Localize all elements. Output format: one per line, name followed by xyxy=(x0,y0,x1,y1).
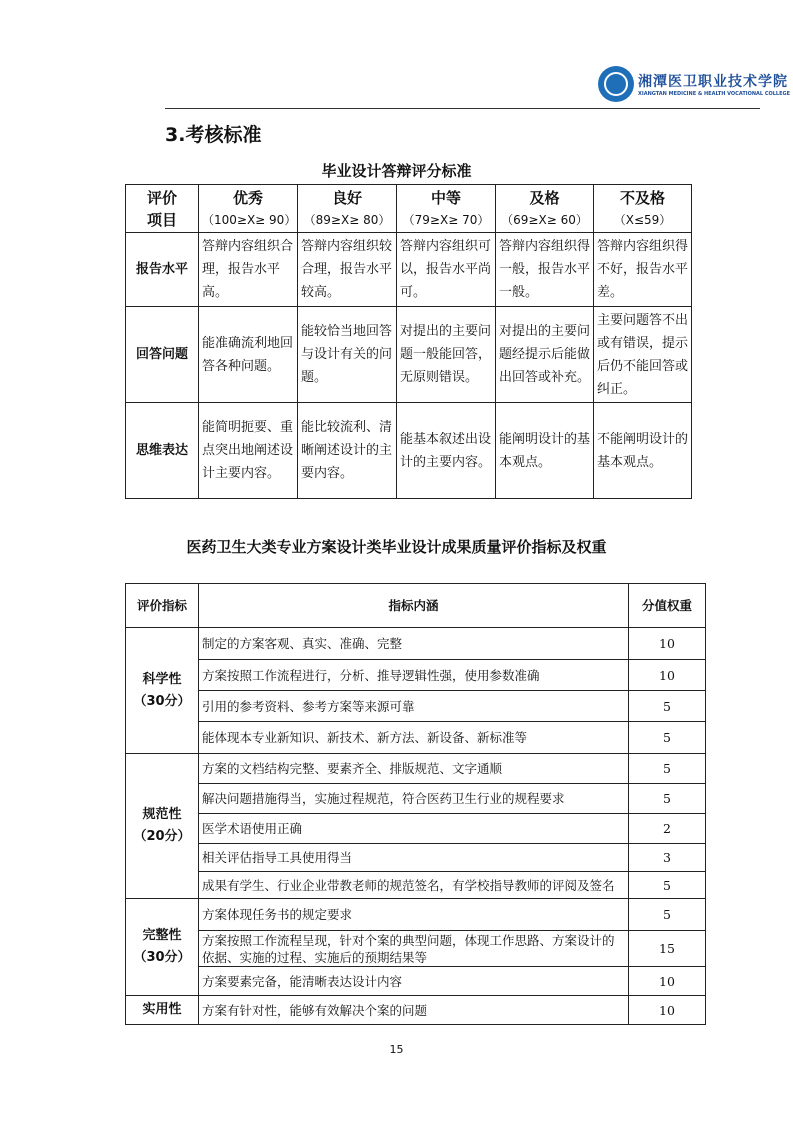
indicator-text: 医学术语使用正确 xyxy=(199,814,629,844)
criteria-cell: 答辩内容组织得一般，报告水平一般。 xyxy=(496,233,594,307)
grade-header xyxy=(594,185,692,233)
table-row xyxy=(126,844,706,872)
indicator-text: 引用的参考资料、参考方案等来源可靠 xyxy=(199,691,629,722)
quality-evaluation-table xyxy=(125,583,706,1025)
table-row xyxy=(126,872,706,899)
category-cell xyxy=(126,628,199,754)
defense-grading-table xyxy=(125,184,692,499)
table-row xyxy=(126,722,706,754)
grade-range: （79≥X≥ 70） xyxy=(402,212,490,227)
grade-header xyxy=(397,185,496,233)
criteria-cell: 能比较流利、清晰阐述设计的主要内容。 xyxy=(298,403,397,499)
criteria-cell: 答辩内容组织可以，报告水平尚可。 xyxy=(397,233,496,307)
indicator-score: 10 xyxy=(629,967,706,996)
row-label: 报告水平 xyxy=(126,233,199,307)
indicator-score: 5 xyxy=(629,872,706,899)
criteria-cell: 答辩内容组织得不好，报告水平差。 xyxy=(594,233,692,307)
table-row xyxy=(126,784,706,814)
table2-caption: 医药卫生大类专业方案设计类毕业设计成果质量评价指标及权重 xyxy=(186,538,607,556)
criteria-cell: 对提出的主要问题经提示后能做出回答或补充。 xyxy=(496,307,594,403)
table-row xyxy=(126,403,692,499)
page-number: 15 xyxy=(389,1043,404,1056)
category-name: 完整性 xyxy=(142,928,182,943)
indicator-score: 5 xyxy=(629,899,706,931)
column-header: 指标内涵 xyxy=(199,584,629,628)
grade-header xyxy=(298,185,397,233)
category-name: 实用性 xyxy=(142,1002,182,1017)
table-row xyxy=(126,307,692,403)
indicator-text: 方案有针对性，能够有效解决个案的问题 xyxy=(199,996,629,1025)
indicator-text: 制定的方案客观、真实、准确、完整 xyxy=(199,628,629,660)
criteria-cell: 主要问题答不出或有错误，提示后仍不能回答或纠正。 xyxy=(594,307,692,403)
column-header: 分值权重 xyxy=(629,584,706,628)
criteria-cell: 不能阐明设计的基本观点。 xyxy=(594,403,692,499)
row-label: 回答问题 xyxy=(126,307,199,403)
indicator-score: 5 xyxy=(629,722,706,754)
table-row xyxy=(126,814,706,844)
category-points: （20分） xyxy=(133,829,191,844)
grade-range: （89≥X≥ 80） xyxy=(303,212,391,227)
indicator-text: 方案的文档结构完整、要素齐全、排版规范、文字通顺 xyxy=(199,754,629,784)
criteria-cell: 能基本叙述出设计的主要内容。 xyxy=(397,403,496,499)
grade-range: （100≥X≥ 90） xyxy=(202,212,297,227)
indicator-score: 5 xyxy=(629,691,706,722)
indicator-score: 5 xyxy=(629,784,706,814)
indicator-text: 能体现本专业新知识、新技术、新方法、新设备、新标准等 xyxy=(199,722,629,754)
table-row xyxy=(126,996,706,1025)
category-name: 科学性 xyxy=(142,671,182,687)
category-name: 规范性 xyxy=(142,807,182,822)
grade-header xyxy=(199,185,298,233)
logo-name-en: XIANGTAN MEDICINE & HEALTH VOCATIONAL COLLEGE xyxy=(638,91,791,97)
indicator-score: 10 xyxy=(629,628,706,660)
indicator-text: 方案按照工作流程进行，分析、推导逻辑性强，使用参数准确 xyxy=(199,660,629,691)
grade-name: 不及格 xyxy=(619,188,665,207)
grade-name: 良好 xyxy=(331,188,362,207)
category-points: （30分） xyxy=(133,950,191,965)
grade-name: 优秀 xyxy=(232,188,263,207)
grade-range: （X≤59） xyxy=(613,212,672,227)
criteria-cell: 能较恰当地回答与设计有关的问题。 xyxy=(298,307,397,403)
grade-header xyxy=(496,185,594,233)
category-cell xyxy=(126,996,199,1025)
table-row xyxy=(126,691,706,722)
indicator-text: 方案要素完备，能清晰表达设计内容 xyxy=(199,967,629,996)
indicator-score: 10 xyxy=(629,660,706,691)
table-row xyxy=(126,931,706,967)
college-emblem-icon xyxy=(598,66,634,102)
grade-name: 中等 xyxy=(430,188,461,207)
row-label: 思维表达 xyxy=(126,403,199,499)
indicator-score: 15 xyxy=(629,931,706,967)
table1-caption: 毕业设计答辩评分标准 xyxy=(321,162,472,180)
category-cell xyxy=(126,754,199,899)
indicator-score: 3 xyxy=(629,844,706,872)
indicator-score: 10 xyxy=(629,996,706,1025)
logo-name-cn: 湘潭医卫职业技术学院 xyxy=(638,74,788,90)
table-row xyxy=(126,754,706,784)
corner-label: 项目 xyxy=(146,210,177,229)
criteria-cell: 能准确流利地回答各种问题。 xyxy=(199,307,298,403)
table-row xyxy=(126,628,706,660)
column-header: 评价指标 xyxy=(126,584,199,628)
college-logo xyxy=(598,66,790,102)
table-row xyxy=(126,967,706,996)
table-header-row xyxy=(126,185,692,233)
criteria-cell: 答辩内容组织较合理，报告水平较高。 xyxy=(298,233,397,307)
table-row xyxy=(126,899,706,931)
indicator-score: 2 xyxy=(629,814,706,844)
criteria-cell: 能简明扼要、重点突出地阐述设计主要内容。 xyxy=(199,403,298,499)
corner-label: 评价 xyxy=(146,188,177,207)
indicator-text: 成果有学生、行业企业带教老师的规范签名，有学校指导教师的评阅及签名 xyxy=(199,872,629,899)
category-points: （30分） xyxy=(133,693,191,709)
indicator-text: 相关评估指导工具使用得当 xyxy=(199,844,629,872)
indicator-text: 方案体现任务书的规定要求 xyxy=(199,899,629,931)
table-row xyxy=(126,660,706,691)
table-header-row xyxy=(126,584,706,628)
indicator-score: 5 xyxy=(629,754,706,784)
indicator-text: 解决问题措施得当，实施过程规范，符合医药卫生行业的规程要求 xyxy=(199,784,629,814)
criteria-cell: 对提出的主要问题一般能回答，无原则错误。 xyxy=(397,307,496,403)
category-cell xyxy=(126,899,199,996)
grade-name: 及格 xyxy=(529,188,560,207)
header-divider xyxy=(165,108,760,109)
indicator-text: 方案按照工作流程呈现，针对个案的典型问题，体现工作思路、方案设计的依据、实施的过程、实施后的预期结果等 xyxy=(199,931,629,967)
grade-range: （69≥X≥ 60） xyxy=(501,212,588,227)
criteria-cell: 能阐明设计的基本观点。 xyxy=(496,403,594,499)
table-row xyxy=(126,233,692,307)
criteria-cell: 答辩内容组织合理，报告水平高。 xyxy=(199,233,298,307)
section-title: 3.考核标准 xyxy=(165,124,262,146)
corner-cell xyxy=(126,185,199,233)
